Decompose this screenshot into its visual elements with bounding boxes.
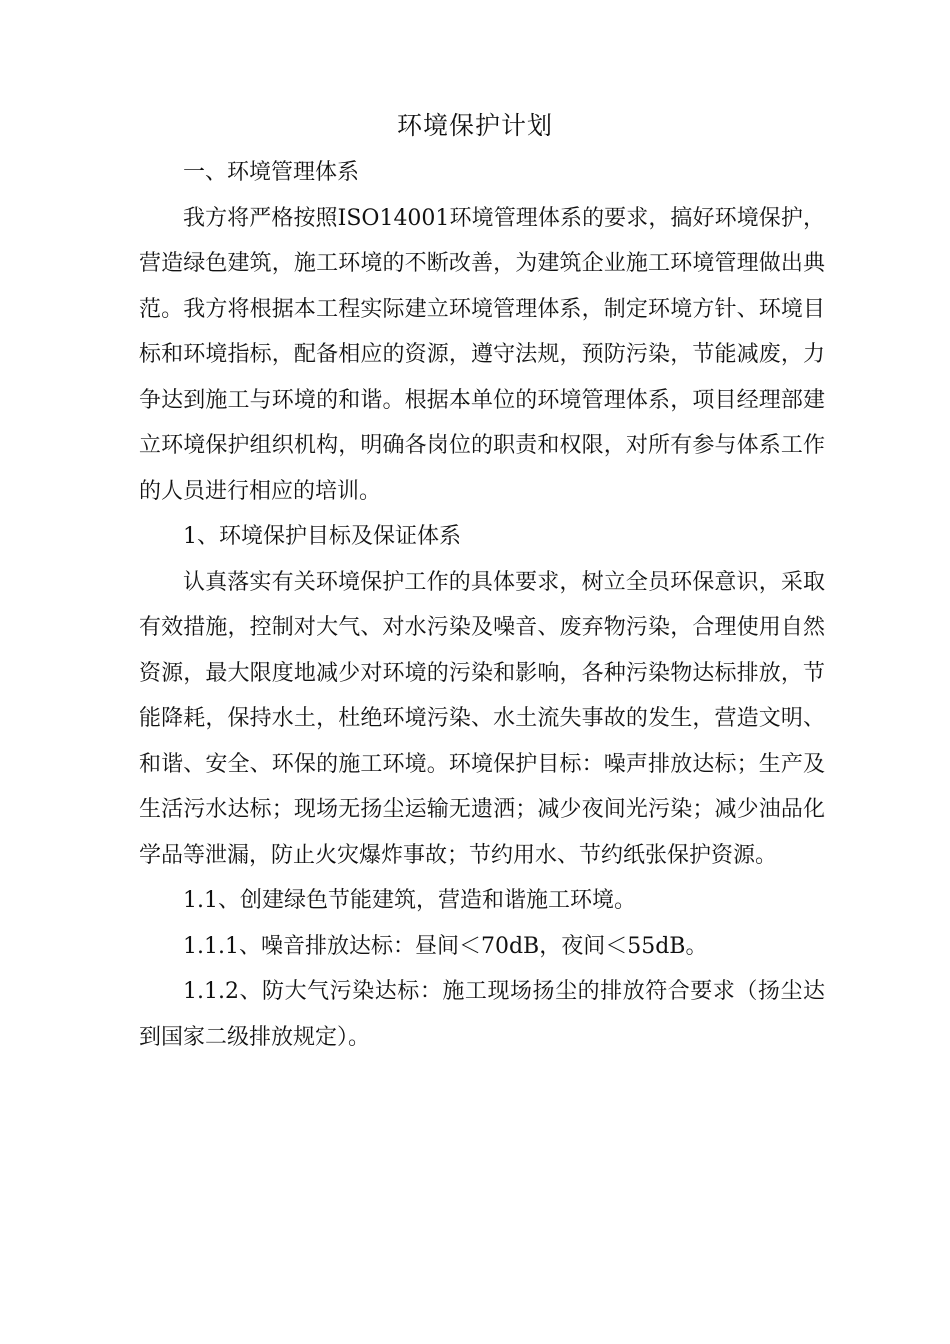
item-noise-standard: 1.1.1、噪音排放达标：昼间＜70dB，夜间＜55dB。 xyxy=(183,933,708,959)
section-heading-environment-management: 一、环境管理体系 xyxy=(183,160,360,185)
document-body xyxy=(139,150,825,1060)
item-air-pollution-standard: 1.1.2、防大气污染达标：施工现场扬尘的排放符合要求（扬尘达到国家二级排放规定）。 xyxy=(139,979,825,1050)
paragraph-management-system: 我方将严格按照ISO14001环境管理体系的要求，搞好环境保护，营造绿色建筑，施工环境的不断改善，为建筑企业施工环境管理做出典范。我方将根据本工程实际建立环境管理体系，制定环境方针、环境目标和环境指标，配备相应的资源，遵守法规，预防污染，节能减废，力争达到施工与环境的和谐。根据本单位的环境管理体系，项目经理部建立环境保护组织机构，明确各岗位的职责和权限，对所有参与体系工作的人员进行相应的培训。 xyxy=(139,205,825,504)
section-heading-protection-goals: 1、环境保护目标及保证体系 xyxy=(183,524,461,549)
paragraph-protection-goals: 认真落实有关环境保护工作的具体要求，树立全员环保意识，采取有效措施，控制对大气、对水污染及噪音、废弃物污染，合理使用自然资源，最大限度地减少对环境的污染和影响，各种污染物达标排放，节能降耗，保持水土，杜绝环境污染、水土流失事故的发生，营造文明、和谐、安全、环保的施工环境。环境保护目标：噪声排放达标；生产及生活污水达标；现场无扬尘运输无遗洒；减少夜间光污染；减少油品化学品等泄漏，防止火灾爆炸事故；节约用水、节约纸张保护资源。 xyxy=(139,569,825,868)
item-green-building: 1.1、创建绿色节能建筑，营造和谐施工环境。 xyxy=(183,888,636,913)
document-title: 环境保护计划 xyxy=(396,111,553,140)
